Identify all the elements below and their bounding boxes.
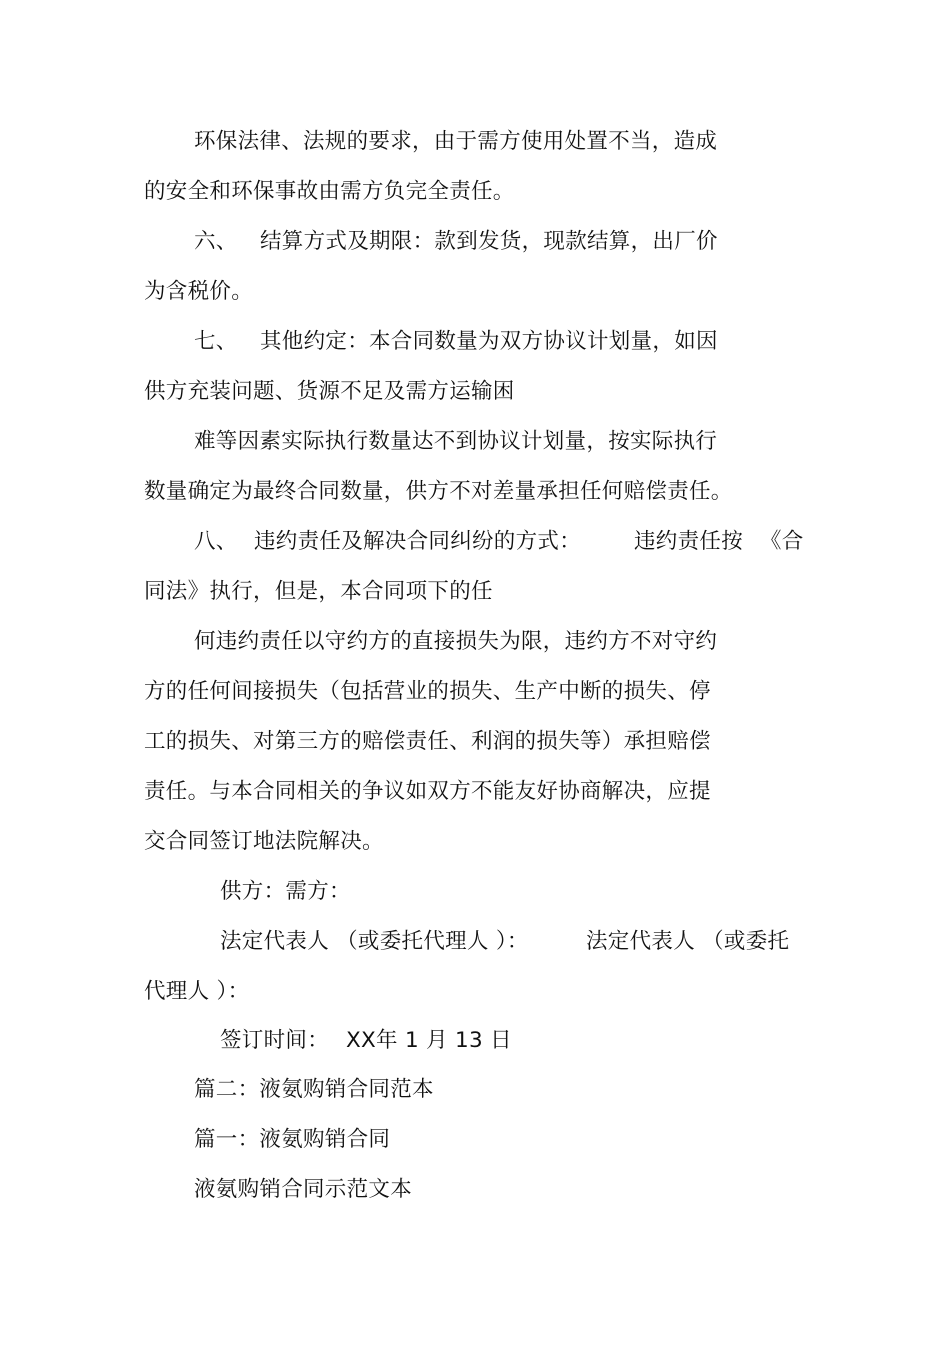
paragraph-line: 方的任何间接损失（包括营业的损失、生产中断的损失、停 [144,679,711,704]
paragraph-line: 工的损失、对第三方的赔偿责任、利润的损失等）承担赔偿 [144,729,711,754]
paragraph-line: 交合同签订地法院解决。 [144,829,384,854]
section-number: 七、 [194,329,238,354]
paragraph-line: 《合 [760,529,804,554]
paragraph-line: 责任。与本合同相关的争议如双方不能友好协商解决，应提 [144,779,711,804]
heading-line: 篇一：液氨购销合同 [194,1127,391,1152]
signing-date-value: XX年 1 月 13 日 [346,1028,512,1053]
paragraph-line: 同法》执行，但是，本合同项下的任 [144,579,493,604]
paragraph-line: 其他约定：本合同数量为双方协议计划量，如因 [260,329,718,354]
heading-line: 篇二：液氨购销合同范本 [194,1077,434,1102]
paragraph-line: 供方充装问题、货源不足及需方运输困 [144,379,515,404]
paragraph-line: 难等因素实际执行数量达不到协议计划量，按实际执行 [194,429,718,454]
paragraph-line: 的安全和环保事故由需方负完全责任。 [144,179,515,204]
signature-representative: 代理人 ）： [144,979,250,1004]
paragraph-line: 结算方式及期限：款到发货，现款结算，出厂价 [260,229,718,254]
paragraph-line: 数量确定为最终合同数量，供方不对差量承担任何赔偿责任。 [144,479,733,504]
paragraph-line: 违约责任及解决合同纠纷的方式： [254,529,582,554]
paragraph-line: 为含税价。 [144,279,254,304]
signing-date-label: 签订时间： [220,1028,330,1053]
paragraph-line: 环保法律、法规的要求，由于需方使用处置不当，造成 [194,129,718,154]
signature-representative: 法定代表人 （或委托 [586,929,790,954]
paragraph-line: 违约责任按 [634,529,744,554]
signature-parties: 供方：需方： [220,879,351,904]
heading-line: 液氨购销合同示范文本 [194,1177,413,1202]
signature-representative: 法定代表人 （或委托代理人 ）： [220,929,529,954]
section-number: 六、 [194,229,238,254]
paragraph-line: 何违约责任以守约方的直接损失为限，违约方不对守约 [194,629,718,654]
section-number: 八、 [194,529,238,554]
